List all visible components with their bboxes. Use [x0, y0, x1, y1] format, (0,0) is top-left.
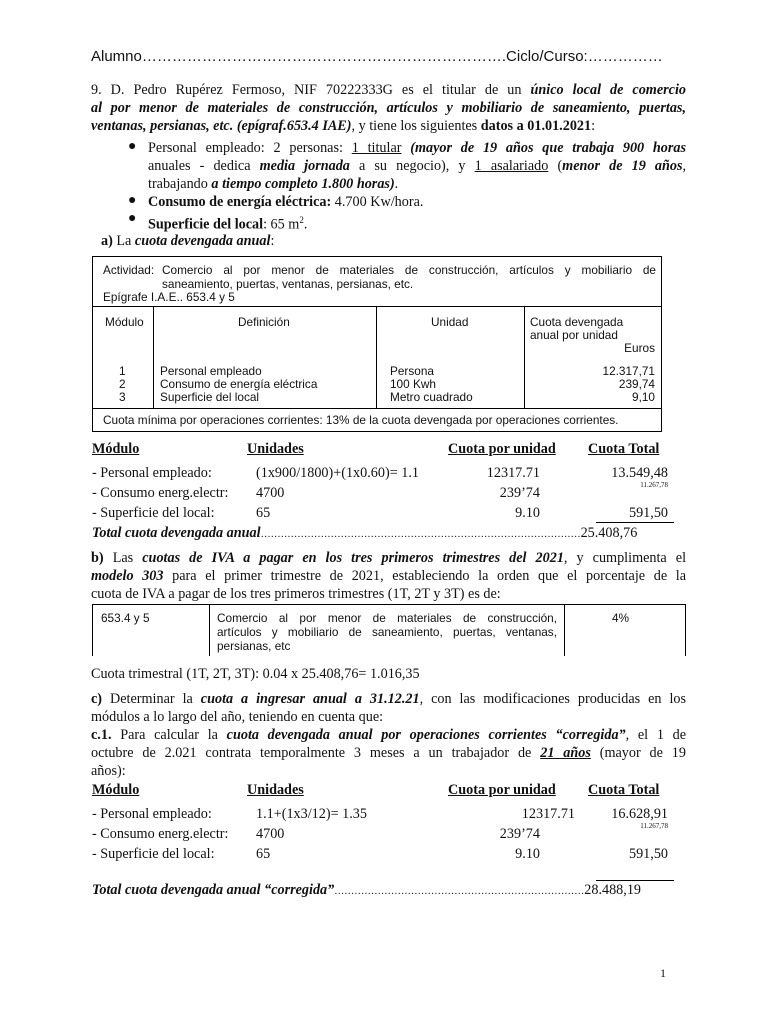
calc2-r3-cpu: 9.10	[515, 846, 540, 862]
intro-line-1: 9. D. Pedro Rupérez Fermoso, NIF 70222333G es el titular de un único local de comercio	[91, 82, 686, 98]
calc1-r3-total: 591,50	[628, 505, 668, 521]
calc1-h-modulo: Módulo	[92, 441, 140, 457]
table-divider	[92, 408, 662, 409]
epigrafe: Epígrafe I.A.E.. 653.4 y 5	[103, 290, 235, 304]
iva-pct: 4%	[612, 611, 630, 625]
bullet-dot: ●	[128, 139, 137, 154]
iva-table-col	[564, 604, 565, 656]
calc2-r1-total: 16.628,91	[611, 806, 668, 822]
calc2-r2-cpu: 239’74	[499, 826, 540, 842]
bullet-personal-2: anuales - dedica media jornada a su negocio), y 1 asalariado (menor de 19 años,	[148, 158, 687, 174]
calc1-r1-units: (1x900/1800)+(1x0.60)= 1.1	[256, 465, 419, 481]
iva-table-right	[685, 604, 686, 656]
page-number: 1	[660, 966, 666, 980]
calc2-total-line: Total cuota devengada anual “corregida”…………………………………………………………………28.488,19	[92, 882, 641, 898]
col-cuota-2: anual por unidad	[530, 328, 618, 342]
calc2-r1-units: 1.1+(1x3/12)= 1.35	[256, 806, 367, 822]
bullet-personal-1: Personal empleado: 2 personas: 1 titular (mayor de 19 años que trabaja 900 horas	[148, 140, 687, 156]
col-cuota-3: Euros	[624, 341, 655, 355]
calc1-h-unidades: Unidades	[247, 441, 304, 457]
iva-desc-3: persianas, etc	[217, 639, 291, 653]
iva-code: 653.4 y 5	[101, 611, 150, 625]
calc2-h-total: Cuota Total	[588, 782, 660, 798]
quarterly-fee: Cuota trimestral (1T, 2T, 3T): 0.04 x 25.408,76= 1.016,35	[91, 666, 420, 682]
iva-table-top	[92, 604, 685, 605]
calc2-r3-units: 65	[256, 846, 271, 862]
calc1-r1-cpu: 12317.71	[486, 465, 540, 481]
calc2-r2-total: 11.267,78	[640, 822, 668, 830]
calc1-total-line: Total cuota devengada anual……………………………………………………………………………………25.408,76	[92, 525, 638, 541]
calc1-r1-label: - Personal empleado:	[92, 465, 212, 481]
row-3-num: 3	[119, 390, 126, 404]
iva-table-left	[92, 604, 93, 656]
table-divider	[92, 306, 662, 307]
calc1-r2-total: 11.267,78	[640, 481, 668, 489]
calc2-r2-label: - Consumo energ.electr:	[92, 826, 229, 842]
intro-line-3: ventanas, persianas, etc. (epígraf.653.4 IAE), y tiene los siguientes datos a 01.01.2021:	[91, 118, 596, 134]
table-divider	[153, 306, 154, 408]
section-a-heading: a) La cuota devengada anual:	[101, 233, 275, 249]
section-b-line-3: cuota de IVA a pagar de los tres primeros trimestres (1T, 2T y 3T) es de:	[91, 586, 501, 602]
student-header: Alumno……………………………………………………………….Ciclo/Curso:……………	[91, 48, 663, 65]
row-2-def: Consumo de energía eléctrica	[160, 377, 318, 391]
section-b-line-1: b) Las cuotas de IVA a pagar en los tres primeros trimestres del 2021, y cumplimenta el	[91, 550, 687, 566]
calc2-r3-label: - Superficie del local:	[92, 846, 215, 862]
bullet-energia: Consumo de energía eléctrica: 4.700 Kw/hora.	[148, 194, 424, 210]
calc2-h-modulo: Módulo	[92, 782, 140, 798]
sum-rule	[596, 880, 674, 881]
row-3-val: 9,10	[632, 390, 655, 404]
calc1-r2-label: - Consumo energ.electr:	[92, 485, 229, 501]
calc1-r2-cpu: 239’74	[499, 485, 540, 501]
row-2-num: 2	[119, 377, 126, 391]
table-footer: Cuota mínima por operaciones corrientes: 13% de la cuota devengada por operaciones corrientes.	[103, 413, 619, 427]
activity-text-2: saneamiento, puertas, ventanas, persianas, etc.	[162, 277, 414, 291]
row-1-unit: Persona	[390, 364, 434, 378]
calc2-h-unidades: Unidades	[247, 782, 304, 798]
bullet-superficie: Superficie del local: 65 $m^2$.	[148, 215, 308, 233]
calc2-r3-total: 591,50	[628, 846, 668, 862]
activity-label: Actividad:	[103, 263, 155, 277]
section-c-line-2: módulos a lo largo del año, teniendo en cuenta que:	[91, 709, 384, 725]
calc1-h-cpu: Cuota por unidad	[448, 441, 556, 457]
iva-desc-2: artículos y mobiliario de saneamiento, puertas, ventanas,	[217, 625, 557, 639]
row-2-val: 239,74	[618, 377, 655, 391]
bullet-dot: ●	[128, 193, 137, 208]
calc1-r2-units: 4700	[256, 485, 285, 501]
row-3-def: Superficie del local	[160, 390, 260, 404]
calc2-r1-label: - Personal empleado:	[92, 806, 212, 822]
table-divider	[376, 306, 377, 408]
intro-line-2: al por menor de materiales de construcción, artículos y mobiliario de saneamiento, puertas,	[91, 100, 686, 116]
col-modulo: Módulo	[105, 315, 144, 329]
calc1-h-total: Cuota Total	[588, 441, 660, 457]
row-2-unit: 100 Kwh	[390, 377, 436, 391]
section-c1-line-2: octubre de 2.021 contrata temporalmente 3 meses a un trabajador de 21 años (mayor de 19	[91, 745, 686, 761]
row-1-val: 12.317,71	[602, 364, 655, 378]
col-cuota-1: Cuota devengada	[530, 315, 624, 329]
sum-rule	[596, 522, 674, 523]
bullet-personal-3: trabajando a tiempo completo 1.800 horas).	[148, 176, 399, 192]
col-unidad: Unidad	[431, 315, 469, 329]
calc1-r3-label: - Superficie del local:	[92, 505, 215, 521]
calc1-r3-units: 65	[256, 505, 271, 521]
row-1-def: Personal empleado	[160, 364, 262, 378]
section-b-line-2: modelo 303 para el primer trimestre de 2021, estableciendo la orden que el porcentaje de la	[91, 568, 687, 584]
row-1-num: 1	[119, 364, 126, 378]
section-c1-line-3: años):	[91, 763, 126, 779]
calc1-r1-total: 13.549,48	[611, 465, 668, 481]
col-definicion: Definición	[238, 315, 290, 329]
calc2-r2-units: 4700	[256, 826, 285, 842]
section-c1-line-1: c.1. Para calcular la cuota devengada anual por operaciones corrientes “corregida”, el 1 de	[91, 727, 687, 743]
iva-table-col	[209, 604, 210, 656]
bullet-dot: ●	[128, 211, 137, 226]
row-3-unit: Metro cuadrado	[390, 390, 473, 404]
activity-text-1: Comercio al por menor de materiales de construcción, artículos y mobiliario de	[162, 263, 656, 277]
section-c-line-1: c) Determinar la cuota a ingresar anual a 31.12.21, con las modificaciones producidas en los	[91, 691, 687, 707]
calc2-h-cpu: Cuota por unidad	[448, 782, 556, 798]
iva-desc-1: Comercio al por menor de materiales de construcción,	[217, 611, 557, 625]
calc2-r1-cpu: 12317.71	[521, 806, 575, 822]
table-divider	[524, 306, 525, 408]
calc1-r3-cpu: 9.10	[515, 505, 540, 521]
